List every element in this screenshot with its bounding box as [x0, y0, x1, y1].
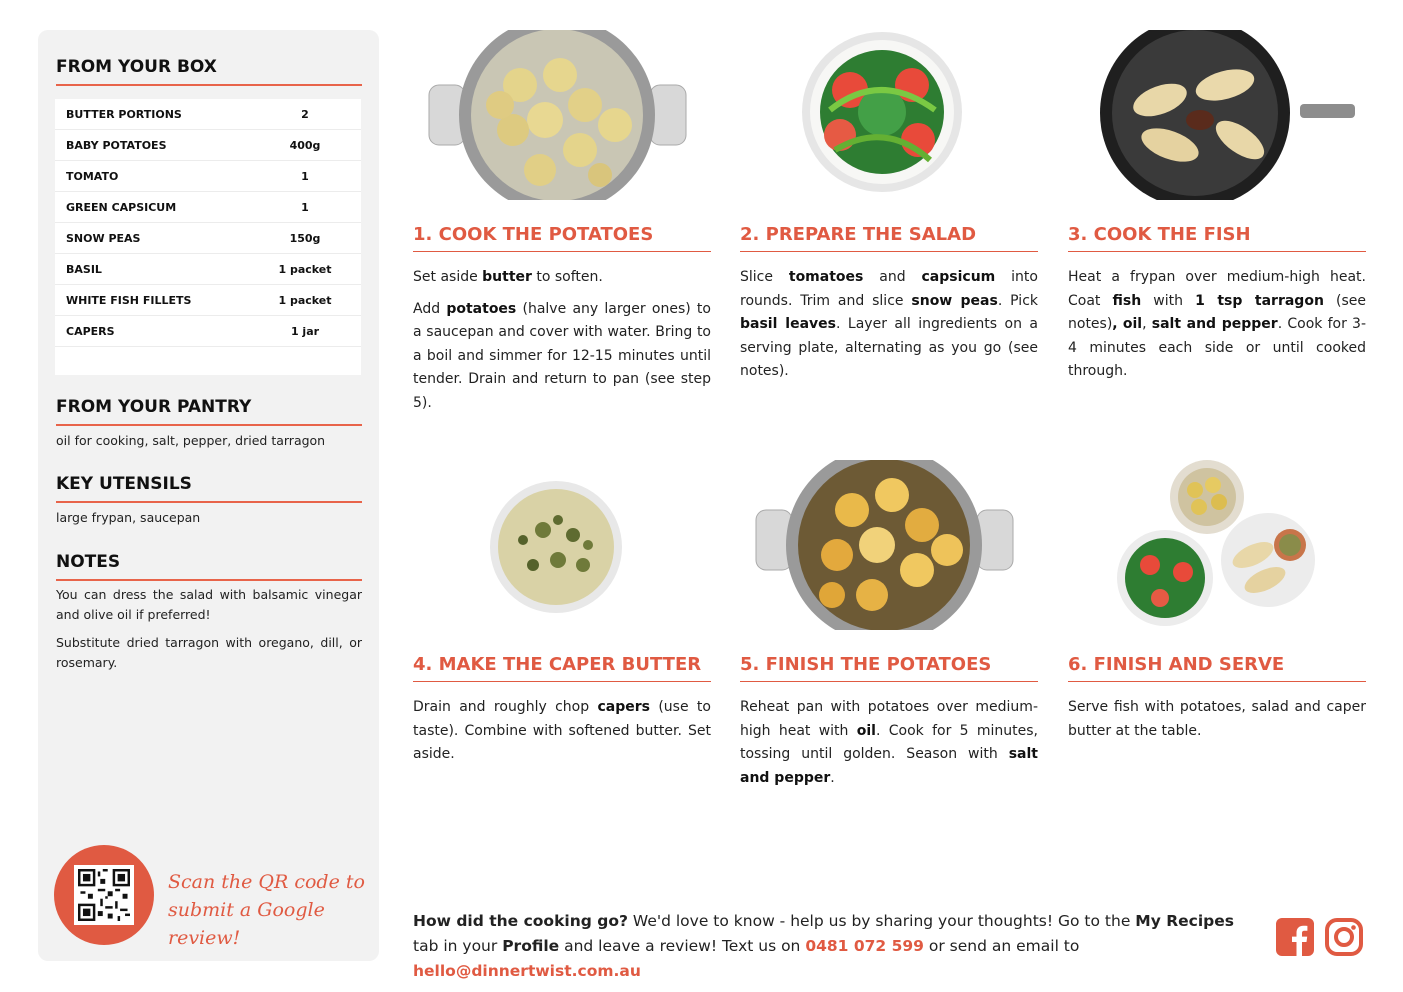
ingredient-name: CAPERS	[66, 324, 115, 338]
finished-dish-photo	[1115, 460, 1320, 630]
ingredients-sidebar	[38, 30, 379, 961]
step-text-segment: Serve fish with potatoes, salad and caper butter at the table.	[1068, 699, 1366, 739]
facebook-icon[interactable]	[1276, 918, 1314, 956]
ingredient-qty: 2	[301, 107, 309, 121]
ingredient-highlight: oil	[856, 722, 876, 739]
step-1-text	[413, 266, 711, 415]
ingredient-name: WHITE FISH FILLETS	[66, 293, 192, 307]
step-text-segment: Drain and roughly chop	[413, 699, 598, 715]
ingredient-highlight: capsicum	[921, 269, 996, 285]
step-text-segment: (halve any larger ones) to a saucepan and cover with water. Bring to a boil and simmer for 12-15 minutes until tender. Drain and return to pan (see step 5).	[413, 300, 711, 411]
potatoes-pot-photo	[425, 30, 690, 200]
step-text-segment: . Layer all ingredients on a serving plate, alternating as you go (see notes).	[740, 316, 1038, 379]
pantry-title: FROM YOUR PANTRY	[56, 397, 362, 426]
qr-prompt-line: submit a Google review!	[168, 899, 325, 949]
ingredient-highlight: snow peas	[911, 292, 998, 309]
table-row	[55, 99, 361, 130]
step-text-segment: into rounds. Trim and slice	[740, 269, 1038, 309]
ingredient-highlight: butter	[482, 269, 532, 285]
ingredient-qty: 1	[301, 169, 309, 183]
ingredient-highlight: fish	[1112, 292, 1142, 309]
ingredient-highlight: basil leaves	[740, 316, 836, 332]
ingredient-highlight: oil	[1122, 316, 1143, 332]
step-text-segment: Reheat pan with potatoes over medium-high heat with	[740, 699, 1038, 739]
step-2-text	[740, 266, 1038, 384]
step-paragraph	[740, 266, 1038, 384]
table-row	[55, 285, 361, 316]
table-row	[55, 254, 361, 285]
footer-question: How did the cooking go?	[413, 912, 628, 930]
step-text-segment: to soften.	[531, 269, 603, 285]
pantry-text: oil for cooking, salt, pepper, dried tarragon	[56, 433, 326, 448]
ingredient-qty: 400g	[289, 138, 321, 152]
ingredient-highlight: ,	[1112, 316, 1118, 332]
ingredient-highlight: capers	[597, 699, 650, 715]
table-row	[55, 316, 361, 347]
ingredient-name: BABY POTATOES	[66, 138, 167, 152]
golden-potatoes-pot-photo	[752, 460, 1017, 630]
step-text-segment: (use to taste). Combine with softened butter. Set aside.	[413, 699, 711, 762]
step-text-segment: Slice	[740, 269, 789, 285]
ingredient-name: TOMATO	[66, 169, 119, 183]
ingredient-qty: 1 packet	[278, 262, 332, 276]
ingredient-highlight: salt and pepper	[1151, 316, 1278, 332]
ingredient-highlight: salt and pepper	[740, 746, 1038, 786]
footer-text: We'd love to know - help us by sharing your thoughts! Go to the	[627, 912, 1136, 930]
qr-code-icon	[78, 869, 130, 921]
step-2-title: 2. PREPARE THE SALAD	[740, 224, 1038, 252]
ingredient-highlight: tomatoes	[788, 269, 864, 285]
qr-code[interactable]	[74, 865, 134, 925]
qr-code-badge[interactable]	[54, 845, 154, 945]
table-row	[55, 192, 361, 223]
step-4-text	[413, 696, 711, 767]
step-text-segment: Set aside	[413, 269, 483, 285]
ingredient-name: BUTTER PORTIONS	[66, 107, 182, 121]
ingredient-name: GREEN CAPSICUM	[66, 200, 177, 214]
instagram-icon[interactable]	[1325, 918, 1363, 956]
box-ingredients-table	[55, 99, 361, 375]
step-text-segment: .	[830, 769, 835, 786]
table-row	[55, 130, 361, 161]
footer-text: tab in your	[413, 937, 503, 955]
from-your-box-title: FROM YOUR BOX	[56, 57, 362, 86]
ingredient-qty: 1 packet	[278, 293, 332, 307]
step-text-segment: . Pick	[997, 292, 1038, 309]
my-recipes-label: My Recipes	[1135, 912, 1234, 930]
footer-text: and leave a review! Text us on	[559, 937, 806, 955]
table-row	[55, 223, 361, 254]
qr-prompt-text	[168, 868, 368, 952]
table-row	[55, 161, 361, 192]
step-3-text	[1068, 266, 1366, 384]
ingredient-highlight: potatoes	[446, 300, 517, 317]
step-text-segment: . Cook for 3-4 minutes each side or until cooked through.	[1068, 316, 1367, 379]
ingredient-qty: 1	[301, 200, 309, 214]
footer-text: or send an email to	[923, 937, 1080, 955]
utensils-title: KEY UTENSILS	[56, 474, 362, 503]
step-paragraph	[1068, 696, 1366, 743]
step-paragraph	[1068, 266, 1366, 384]
email-link[interactable]: hello@dinnertwist.com.au	[413, 962, 641, 980]
phone-link[interactable]: 0481 072 599	[805, 937, 924, 955]
step-text-segment: Heat a frypan over medium-high heat. Coat	[1068, 269, 1366, 309]
ingredient-name: SNOW PEAS	[66, 231, 141, 245]
step-text-segment: with	[1141, 292, 1196, 309]
step-text-segment: ,	[1142, 316, 1152, 332]
ingredient-highlight: 1 tsp tarragon	[1195, 292, 1324, 309]
step-3-title: 3. COOK THE FISH	[1068, 224, 1366, 252]
fish-frypan-photo	[1100, 30, 1360, 200]
step-text-segment: (see notes)	[1068, 292, 1366, 332]
caper-butter-bowl-photo	[488, 480, 628, 615]
step-text-segment: Add	[413, 300, 447, 317]
step-4-title: 4. MAKE THE CAPER BUTTER	[413, 654, 711, 682]
notes-list	[56, 585, 362, 673]
step-text-segment: . Cook for 5 minutes, tossing until golden. Season with	[740, 722, 1038, 762]
note-item: You can dress the salad with balsamic vinegar and olive oil if preferred!	[56, 587, 362, 622]
notes-title: NOTES	[56, 552, 362, 581]
step-6-text	[1068, 696, 1366, 743]
ingredient-qty: 150g	[289, 231, 321, 245]
step-paragraph	[413, 696, 711, 767]
step-1-title: 1. COOK THE POTATOES	[413, 224, 711, 252]
qr-prompt-line: Scan the QR code to	[168, 871, 365, 893]
step-paragraph	[740, 696, 1038, 790]
ingredient-qty: 1 jar	[290, 324, 320, 338]
step-paragraph	[413, 298, 711, 416]
salad-plate-photo	[800, 30, 965, 195]
utensils-text: large frypan, saucepan	[56, 510, 201, 525]
profile-label: Profile	[502, 937, 560, 955]
note-item: Substitute dried tarragon with oregano, dill, or rosemary.	[56, 635, 362, 670]
step-text-segment: and	[863, 269, 922, 285]
ingredient-name: BASIL	[66, 262, 102, 276]
step-paragraph	[413, 266, 711, 290]
step-6-title: 6. FINISH AND SERVE	[1068, 654, 1366, 682]
step-5-title: 5. FINISH THE POTATOES	[740, 654, 1038, 682]
step-5-text	[740, 696, 1038, 790]
review-footer	[413, 909, 1263, 984]
